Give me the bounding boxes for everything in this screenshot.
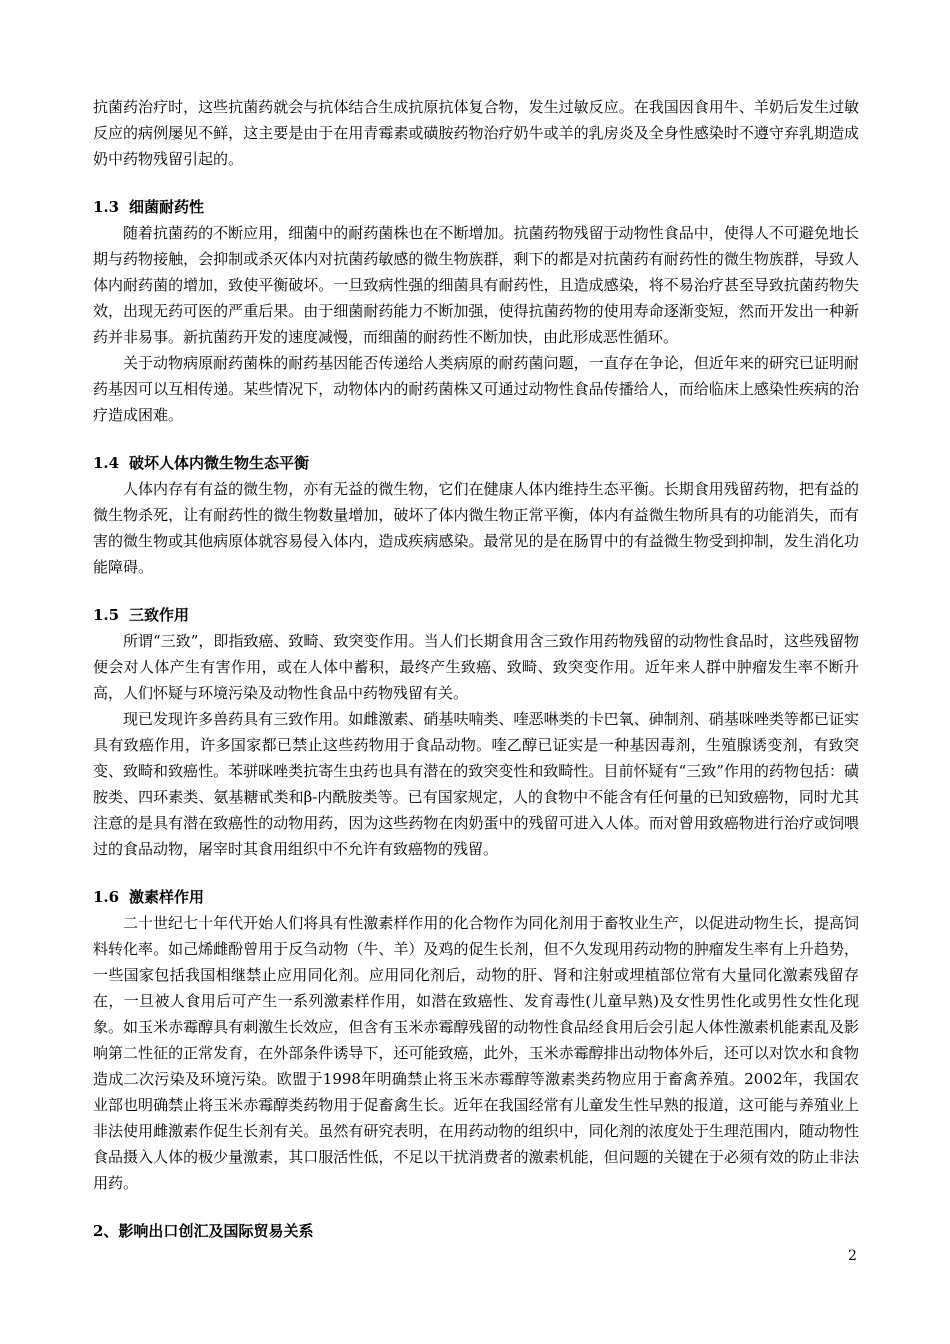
section-heading xyxy=(93,450,859,476)
next-section-heading: 2、影响出口创汇及国际贸易关系 xyxy=(93,1222,314,1240)
section-number: 1.6 xyxy=(93,888,120,906)
paragraph: 二十世纪七十年代开始人们将具有性激素样作用的化合物作为同化剂用于畜牧业生产，以促进动物生长，提高饲料转化率。如己烯雌酚曾用于反刍动物（牛、羊）及鸡的促生长剂，但不久发现用药动物的肿瘤发生率有上升趋势，一些国家包括我国相继禁止应用同化剂。应用同化剂后，动物的肝、肾和注射或埋植部位常有大量同化激素残留存在，一旦被人食用后可产生一系列激素样作用，如潜在致癌性、发育毒性(儿童早熟)及女性男性化或男性女性化现象。如玉米赤霉醇具有刺激生长效应，但含有玉米赤霉醇残留的动物性食品经食用后会引起人体性激素机能素乱及影响第二性征的正常发育，在外部条件诱导下，还可能致癌，此外，玉米赤霉醇排出动物体外后，还可以对饮水和食物造成二次污染及环境污染。欧盟于1998年明确禁止将玉米赤霉醇等激素类药物应用于畜禽养殖。2002年，我国农业部也明确禁止将玉米赤霉醇类药物用于促畜禽生长。近年在我国经常有儿童发生性早熟的报道，这可能与养殖业上非法使用雌激素作促生长剂有关。虽然有研究表明，在用药动物的组织中，同化剂的浓度处于生理范围内，随动物性食品摄入人体的极少量激素，其口服活性低，不足以干扰消费者的激素机能，但问题的关键在于必须有效的防止非法用药。 xyxy=(93,914,859,1192)
section-2 xyxy=(93,1218,859,1244)
page-content xyxy=(93,94,859,1244)
paragraph: 关于动物病原耐药菌株的耐药基因能否传递给人类病原的耐药菌问题，一直存在争论，但近年来的研究已证明耐药基因可以互相传递。某些情况下，动物体内的耐药菌株又可通过动物性食品传播给人，而给临床上感染性疾病的治疗造成困难。 xyxy=(93,354,859,424)
section-1-5 xyxy=(93,602,859,862)
section-number: 1.5 xyxy=(93,606,120,624)
page-number: 2 xyxy=(848,1248,857,1264)
intro-paragraph: 抗菌药治疗时，这些抗菌药就会与抗体结合生成抗原抗体复合物，发生过敏反应。在我国因食用牛、羊奶后发生过敏反应的病例屡见不鲜，这主要是由于在用青霉素或磺胺药物治疗奶牛或羊的乳房炎及全身性感染时不遵守弃乳期造成奶中药物残留引起的。 xyxy=(93,98,859,168)
section-1-3 xyxy=(93,194,859,428)
section-number: 1.4 xyxy=(93,454,120,472)
section-heading xyxy=(93,194,859,220)
paragraph: 随着抗菌药的不断应用，细菌中的耐药菌株也在不断增加。抗菌药物残留于动物性食品中，使得人不可避免地长期与药物接触，会抑制或杀灭体内对抗菌药敏感的微生物族群，剩下的都是对抗菌药有耐药性的微生物族群，导致人体内耐药菌的增加，致使平衡破坏。一旦致病性强的细菌具有耐药性，且造成感染，将不易治疗甚至导致抗菌药物失效，出现无药可医的严重后果。由于细菌耐药能力不断加强，使得抗菌药物的使用寿命逐渐变短，然而开发出一种新药并非易事。新抗菌药开发的速度减慢，而细菌的耐药性不断加快，由此形成恶性循环。 xyxy=(93,224,859,346)
section-title: 三致作用 xyxy=(129,606,190,624)
section-heading xyxy=(93,884,859,910)
paragraph: 现已发现许多兽药具有三致作用。如雌激素、硝基呋喃类、喹恶啉类的卡巴氧、砷制剂、硝基咪唑类等都已证实具有致癌作用，许多国家都已禁止这些药物用于食品动物。喹乙醇已证实是一种基因毒剂，生殖腺诱变剂，有致突变、致畸和致癌性。苯骈咪唑类抗寄生虫药也具有潜在的致突变性和致畸性。目前怀疑有“三致”作用的药物包括：磺胺类、四环素类、氨基糖甙类和β-内酰胺类等。已有国家规定，人的食物中不能含有任何量的已知致癌物，同时尤其注意的是具有潜在致癌性的动物用药，因为这些药物在肉奶蛋中的残留可进入人体。而对曾用致癌物进行治疗或饲喂过的食品动物，屠宰时其食用组织中不允许有致癌物的残留。 xyxy=(93,710,859,858)
section-1-4 xyxy=(93,450,859,580)
section-title: 细菌耐药性 xyxy=(129,198,205,216)
section-heading xyxy=(93,602,859,628)
section-number: 1.3 xyxy=(93,198,120,216)
paragraph: 所谓“三致”，即指致癌、致畸、致突变作用。当人们长期食用含三致作用药物残留的动物性食品时，这些残留物便会对人体产生有害作用，或在人体中蓄积，最终产生致癌、致畸、致突变作用。近年来人群中肿瘤发生率不断升高，人们怀疑与环境污染及动物性食品中药物残留有关。 xyxy=(93,632,859,702)
paragraph: 人体内存有有益的微生物，亦有无益的微生物，它们在健康人体内维持生态平衡。长期食用残留药物，把有益的微生物杀死，让有耐药性的微生物数量增加，破坏了体内微生物正常平衡，体内有益微生物所具有的功能消失，而有害的微生物或其他病原体就容易侵入体内，造成疾病感染。最常见的是在肠胃中的有益微生物受到抑制，发生消化功能障碍。 xyxy=(93,480,859,576)
section-1-6 xyxy=(93,884,859,1196)
section-title: 激素样作用 xyxy=(129,888,205,906)
section-title: 破坏人体内微生物生态平衡 xyxy=(129,454,310,472)
